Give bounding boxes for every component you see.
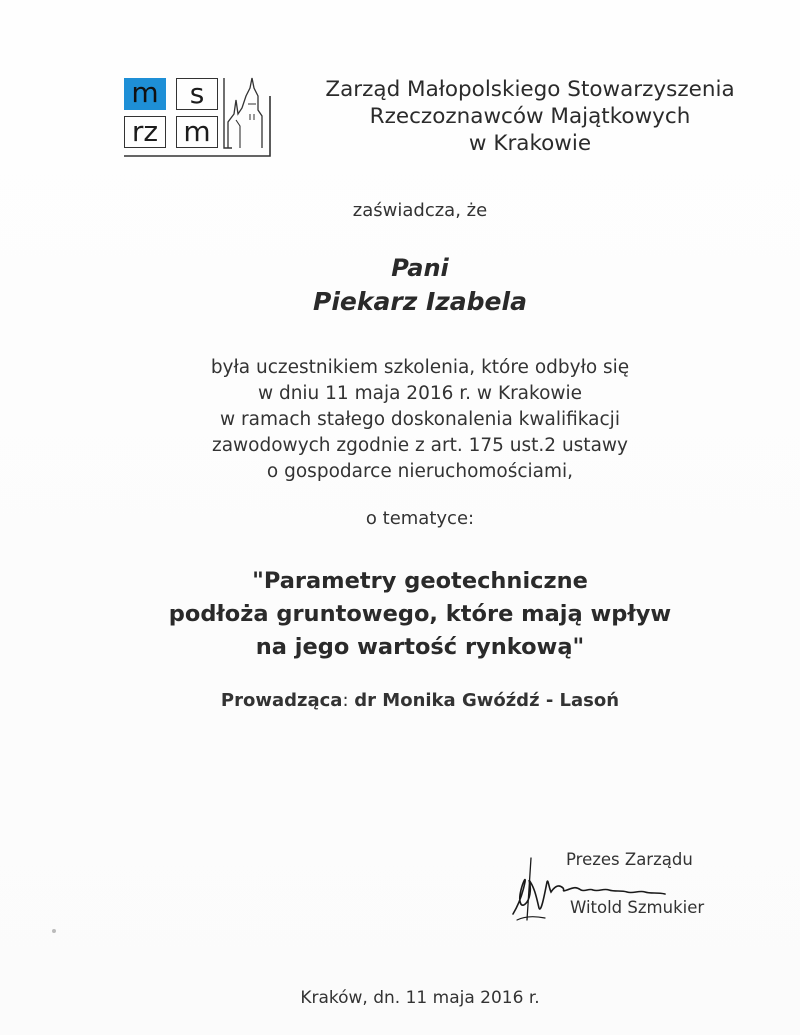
organization-name (280, 76, 780, 157)
recipient-name: Piekarz Izabela (313, 287, 527, 316)
body-line: w ramach stałego doskonalenia kwalifikacji (220, 409, 620, 430)
signatory-title: Prezes Zarządu (566, 850, 693, 869)
logo-cell-s: s (176, 78, 218, 110)
logo-cell-m-second: m (176, 116, 218, 148)
body-line: w dniu 11 maja 2016 r. w Krakowie (257, 383, 583, 404)
topic-label: o tematyce: (365, 508, 475, 529)
logo-cell-rz: rz (124, 116, 166, 148)
paper-speck (52, 929, 56, 933)
msrzm-logo (124, 74, 274, 166)
salutation: Pani (391, 254, 449, 282)
lecturer (0, 690, 800, 711)
lecturer-label: Prowadząca (220, 690, 343, 711)
org-line: Zarząd Małopolskiego Stowarzyszenia (325, 77, 735, 102)
org-line: Rzeczoznawców Majątkowych (369, 104, 691, 129)
lecturer-name: dr Monika Gwóźdź - Lasoń (354, 690, 620, 711)
body-line: zawodowych zgodnie z art. 175 ust.2 ustawy (212, 435, 628, 456)
certificate-body (0, 355, 800, 485)
place-and-date: Kraków, dn. 11 maja 2016 r. (300, 988, 540, 1008)
topic-line: na jego wartość rynkową" (255, 634, 585, 660)
body-line: była uczestnikiem szkolenia, które odbyło się (210, 357, 630, 378)
org-line: w Krakowie (468, 131, 592, 156)
topic-line: podłoża gruntowego, które mają wpływ (168, 601, 672, 627)
training-topic (0, 565, 800, 664)
certifies-text: zaświadcza, że (352, 200, 488, 221)
topic-line: "Parametry geotechniczne (252, 568, 588, 594)
lecturer-separator: : (342, 690, 355, 711)
signatory-name: Witold Szmukier (570, 898, 705, 917)
logo-cell-m: m (124, 78, 166, 110)
body-line: o gospodarce nieruchomościami, (266, 461, 574, 482)
